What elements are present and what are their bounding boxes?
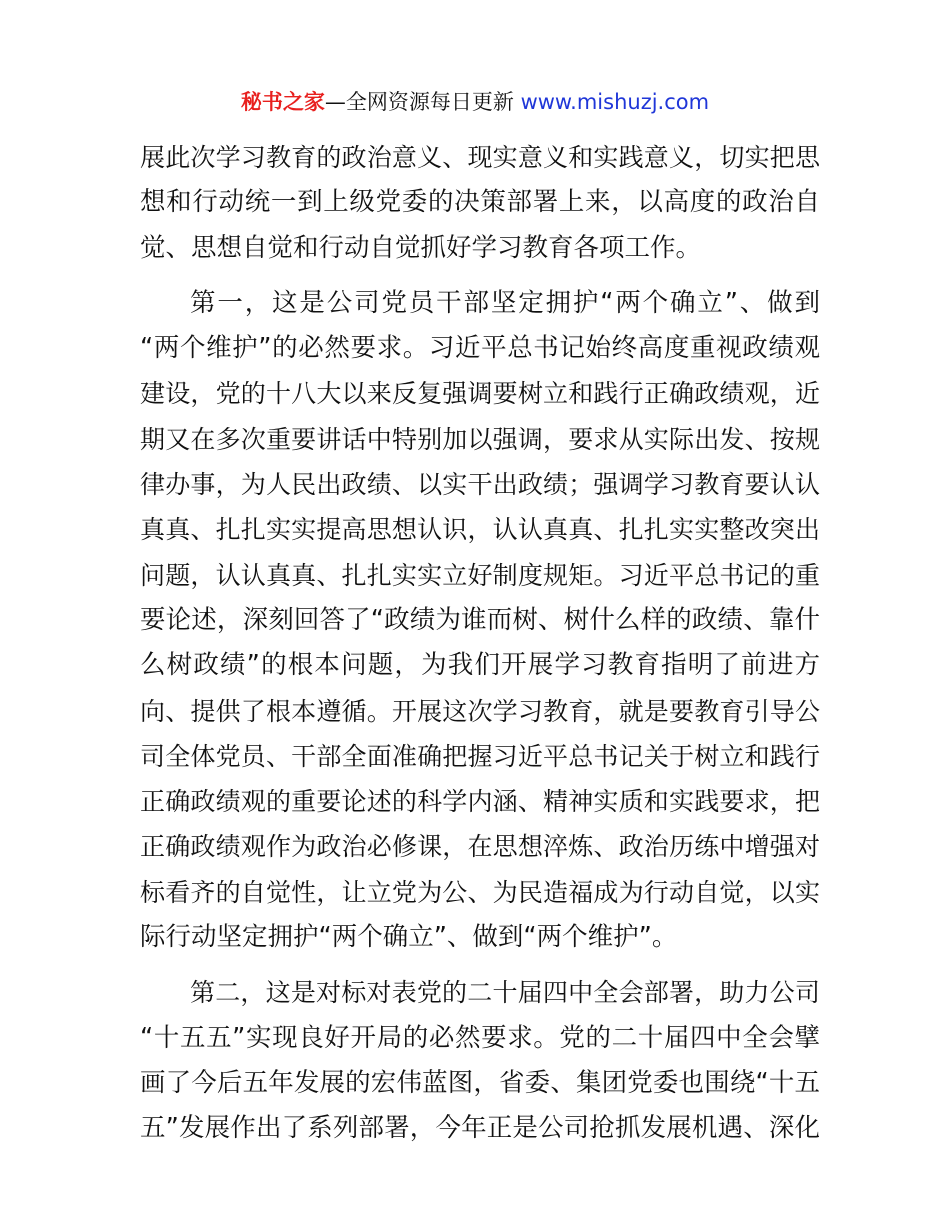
text-line: 么树政绩”的根本问题，为我们开展学习教育指明了前进方: [140, 650, 820, 681]
text-line: 建设，党的十八大以来反复强调要树立和践行正确政绩观，近: [140, 379, 820, 409]
text-line: 要论述，深刻回答了“政绩为谁而树、树什么样的政绩、靠什: [140, 604, 820, 635]
text-line: 向、提供了根本遵循。开展这次学习教育，就是要教育引导公: [140, 696, 820, 726]
text-line: 正确政绩观的重要论述的科学内涵、精神实质和实践要求，把: [140, 787, 820, 817]
text-line: 画了今后五年发展的宏伟蓝图，省委、集团党委也围绕“十五: [140, 1067, 820, 1098]
site-brand: 秘书之家: [240, 90, 325, 114]
text-line: 司全体党员、干部全面准确把握习近平总书记关于树立和践行: [140, 741, 820, 771]
text-line: 展此次学习教育的政治意义、现实意义和实践意义，切实把思: [140, 143, 820, 172]
text-line: 期又在多次重要讲话中特别加以强调，要求从实际出发、按规: [140, 424, 820, 454]
document-body: [140, 135, 820, 1162]
text-line: “十五五”实现良好开局的必然要求。党的二十届四中全会擘: [140, 1022, 820, 1053]
paragraph-2: [140, 281, 820, 960]
site-tagline: —全网资源每日更新: [324, 90, 521, 114]
text-line: 问题，认认真真、扎扎实实立好制度规矩。习近平总书记的重: [140, 560, 820, 590]
text-line: 正确政绩观作为政治必修课，在思想淬炼、政治历练中增强对: [140, 832, 820, 862]
text-line: 际行动坚定拥护“两个确立”、做到“两个维护”。: [140, 922, 678, 953]
text-line: 真真、扎扎实实提高思想认识，认认真真、扎扎实实整改突出: [140, 515, 820, 545]
paragraph-1: [140, 135, 820, 271]
text-line: 五”发展作出了系列部署，今年正是公司抢抓发展机遇、深化: [140, 1113, 820, 1144]
paragraph-3: [140, 970, 820, 1151]
text-line: 标看齐的自觉性，让立党为公、为民造福成为行动自觉，以实: [140, 877, 820, 907]
text-line: “两个维护”的必然要求。习近平总书记始终高度重视政绩观: [140, 333, 820, 364]
text-line: 第二，这是对标对表党的二十届四中全会部署，助力公司: [190, 978, 820, 1008]
text-line: 律办事，为人民出政绩、以实干出政绩；强调学习教育要认认: [140, 470, 820, 500]
text-line: 觉、思想自觉和行动自觉抓好学习教育各项工作。: [140, 232, 702, 263]
page-header: [0, 84, 950, 120]
text-line: 第一，这是公司党员干部坚定拥护“两个确立”、做到: [190, 287, 820, 318]
text-line: 想和行动统一到上级党委的决策部署上来，以高度的政治自: [140, 187, 820, 218]
site-url-link[interactable]: www.mishuzj.com: [520, 90, 710, 114]
